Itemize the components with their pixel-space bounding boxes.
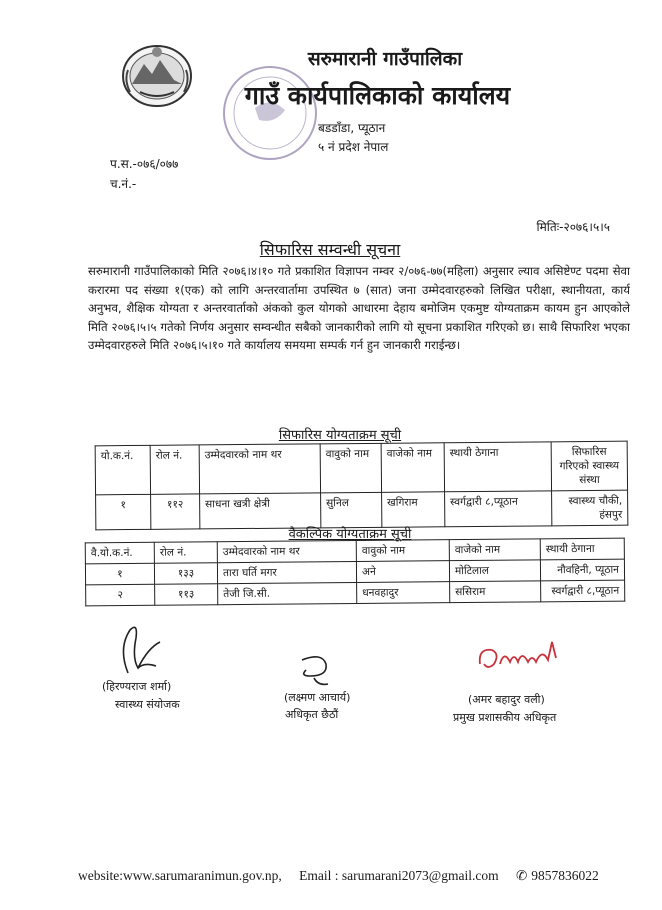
table-cell: ससिराम <box>450 581 541 603</box>
signatory-1-role: स्वास्थ्य संयोजक <box>115 698 180 711</box>
table-cell: तेजी जि.सी. <box>218 582 357 604</box>
recommended-table <box>95 441 629 531</box>
table-cell: सुनिल <box>321 492 382 528</box>
table-header: रोल नं. <box>154 542 217 564</box>
alternate-table-title: वैकल्पिक योग्यताक्रम सूची <box>288 527 412 542</box>
office-address: बडडाँडा, प्यूठान <box>318 121 386 135</box>
footer-phone: 9857836022 <box>531 868 599 883</box>
table-cell: १ <box>96 494 151 529</box>
document-date: मितिः-२०७६।५।५ <box>536 220 610 234</box>
signatory-2-name: (लक्ष्मण आचार्य) <box>284 691 351 704</box>
signature-2-icon <box>292 650 342 690</box>
alternate-table <box>85 538 626 607</box>
table-header: उम्मेदवारको नाम थर <box>217 540 356 562</box>
office-province: ५ नं प्रदेश नेपाल <box>318 140 389 154</box>
table-cell: नौवहिनी, प्यूठान <box>540 559 624 581</box>
table-cell: साधना खत्री क्षेत्री <box>200 493 321 529</box>
signature-1-icon <box>108 618 178 678</box>
table-cell: धनवहादुर <box>357 582 450 604</box>
signatory-3-name: (अमर बहादुर वली) <box>468 693 545 706</box>
signatory-3-role: प्रमुख प्रशासकीय अधिकृत <box>453 711 557 724</box>
reference-number: प.स.-०७६/०७७ <box>110 157 179 171</box>
table-header: वावुको नाम <box>356 540 449 562</box>
table-cell: स्वर्गद्वारी ८,प्यूठान <box>445 491 552 527</box>
signatory-2-role: अधिकृत छैठौं <box>285 708 339 721</box>
table-header: वाजेको नाम <box>449 539 540 561</box>
office-title: गाउँ कार्यपालिकाको कार्यालय <box>244 81 511 110</box>
table-header: वाजेको नाम <box>381 443 444 493</box>
table-cell: अने <box>356 561 449 583</box>
office-stamp-icon <box>215 58 325 168</box>
footer-website: website:www.sarumaranimun.gov.np, <box>78 868 282 883</box>
table-cell: ११२ <box>151 494 200 529</box>
table-cell: स्वास्थ्य चौकी, हंसपुर <box>552 490 628 526</box>
footer-email: Email : sarumarani2073@gmail.com <box>299 868 499 883</box>
office-name: सरुमारानी गाउँपालिका <box>307 48 463 70</box>
notice-body: सरुमारानी गाउँपालिकाको मिति २०७६।४।१० गते प्रकाशित विज्ञापन नम्वर २/०७६-७७(महिला) अनुसार ल्याव असिष्टेण्ट पदमा सेवा करारमा पद संख्या १(एक) को लागि अन्तरवार्तामा उपस्थित ७ (सात) जना उम्मेदवारहरुको लिखित परीक्षा, स्थानीयता, कार्य अनुभव, शैक्षिक योग्यता र अन्तरवार्ताको अंकको कुल योगको आधारमा देहाय बमोजिम एकमुष्ट योग्यताक्रम कायम हुन आएकोले मिति २०७६।५।५ गतेको निर्णय अनुसार सम्वन्धीत सबैको जानकारीको लागि यो सूचना प्रकाशित गरिएको छ। साथै सिफारिश भएका उम्मेदवारहरुले मिति २०७६।५।१० गते कार्यालय समयमा सम्पर्क गर्न हुन जानकारी गराईन्छ। <box>88 264 630 353</box>
notice-title: सिफारिस सम्वन्धी सूचना <box>259 240 401 259</box>
nepal-emblem-icon <box>118 40 196 110</box>
table-header: वै.यो.क.नं. <box>85 542 154 564</box>
recommended-table-title: सिफारिस योग्यताक्रम सूची <box>278 428 402 443</box>
table-header: उम्मेदवारको नाम थर <box>199 444 320 494</box>
table-cell: ११३ <box>155 584 218 606</box>
table-header: वावुको नाम <box>320 443 381 493</box>
table-cell: स्वर्गद्वारी ८,प्यूठान <box>541 580 625 602</box>
table-row <box>86 580 625 606</box>
table-cell: खगिराम <box>382 492 445 528</box>
table-header: यो.क.नं. <box>95 445 150 494</box>
phone-icon: ✆ <box>515 868 528 883</box>
table-header: स्थायी ठेगाना <box>444 442 551 492</box>
footer <box>78 868 638 884</box>
table-cell: १ <box>85 563 154 585</box>
dispatch-number: च.नं.- <box>110 177 137 191</box>
table-header: रोल नं. <box>150 445 199 494</box>
signature-3-icon <box>470 628 580 680</box>
table-cell: मोटिलाल <box>449 560 540 582</box>
table-header-row <box>95 441 627 495</box>
table-header: स्थायी ठेगाना <box>540 538 624 560</box>
table-cell: २ <box>86 584 155 606</box>
table-cell: तारा घर्ति मगर <box>217 561 356 583</box>
signatory-1-name: (हिरण्यराज शर्मा) <box>102 680 172 693</box>
table-cell: १३३ <box>154 563 217 585</box>
table-header: सिफारिस गरिएको स्वास्थ्य संस्था <box>551 441 627 491</box>
